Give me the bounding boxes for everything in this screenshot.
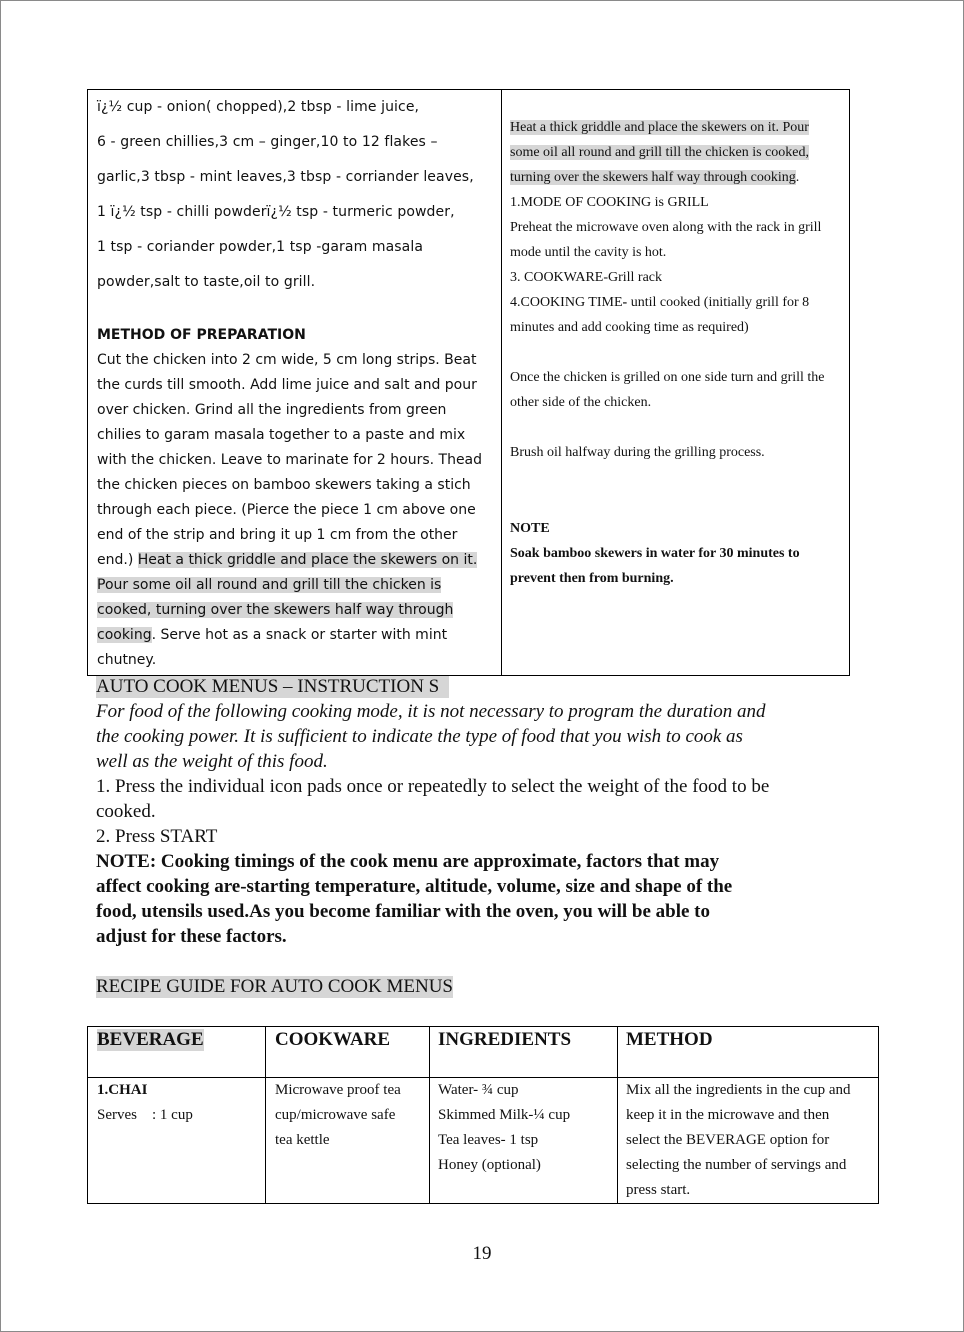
method-line: end of the strip and bring it up 1 cm from the other xyxy=(97,527,458,543)
text: AUTO COOK MENUS – INSTRUCTION S xyxy=(96,676,440,697)
note-text: Soak bamboo skewers in water for 30 minutes to xyxy=(510,546,800,561)
auto-cook-intro: well as the weight of this food. xyxy=(96,751,328,772)
grill-instruction: Once the chicken is grilled on one side turn and grill the xyxy=(510,370,825,385)
cookware-line: 3. COOKWARE-Grill rack xyxy=(510,270,663,285)
header-method: METHOD xyxy=(626,1029,713,1050)
method-line: through each piece. (Pierce the piece 1 cm above one xyxy=(97,502,476,518)
method-line: the curds till smooth. Add lime juice and salt and pour xyxy=(97,377,477,393)
ingredients-cell xyxy=(438,1078,570,1178)
highlighted-text: Heat a thick griddle and place the skewers on it. xyxy=(137,552,478,568)
ingredient-line: 1 ï¿½ tsp - chilli powderï¿½ tsp - turmeric powder, xyxy=(97,204,455,220)
serves: Serves : 1 cup xyxy=(97,1107,193,1123)
method-line: with the chicken. Leave to marinate for 2 hours. Thead xyxy=(97,452,483,468)
highlighted-text: cooked, turning over the skewers half way through xyxy=(97,602,454,618)
highlighted-text: Pour some oil all round and grill till the chicken is xyxy=(97,577,442,593)
auto-cook-note: adjust for these factors. xyxy=(96,926,287,947)
ingredient-line: Skimmed Milk-¼ cup xyxy=(438,1107,571,1123)
dish-name: 1.CHAI xyxy=(97,1082,148,1098)
auto-cook-note: NOTE: Cooking timings of the cook menu are approximate, factors that may xyxy=(96,851,720,872)
ingredient-line: 6 - green chillies,3 cm – ginger,10 to 12 flakes – xyxy=(97,134,438,150)
method-line: press start. xyxy=(626,1182,691,1198)
highlighted-text: Heat a thick griddle and place the skewers on it. Pour xyxy=(510,120,809,135)
cooking-mode: 1.MODE OF COOKING is GRILL xyxy=(510,195,709,210)
cookware-cell xyxy=(275,1078,401,1153)
text: - xyxy=(622,295,628,310)
auto-cook-step: 2. Press START xyxy=(96,826,218,847)
column-divider xyxy=(501,90,502,675)
text: 4.COOKING TIME xyxy=(510,295,623,310)
auto-cook-note: food, utensils used.As you become familiar with the oven, you will be able to xyxy=(96,901,711,922)
preheat-line: Preheat the microwave oven along with the rack in grill xyxy=(510,220,822,235)
ingredient-line: Honey (optional) xyxy=(438,1157,541,1173)
method-heading: METHOD OF PREPARATION xyxy=(97,327,306,343)
text: until cooked (initially grill for 8 xyxy=(627,295,810,310)
method-line xyxy=(97,552,477,568)
table-divider xyxy=(617,1027,618,1203)
highlighted-text: cooking xyxy=(97,627,152,643)
header-ingredients: INGREDIENTS xyxy=(438,1029,572,1050)
cookware-line: tea kettle xyxy=(275,1132,330,1148)
recipe-detail-table xyxy=(87,89,850,676)
table-divider xyxy=(429,1027,430,1203)
header-cookware: COOKWARE xyxy=(275,1029,391,1050)
auto-cook-step: cooked. xyxy=(96,801,156,822)
method-text: end.) xyxy=(97,552,138,568)
recipe-guide-title: RECIPE GUIDE FOR AUTO COOK MENUS xyxy=(96,976,453,997)
auto-cook-intro: For food of the following cooking mode, it is not necessary to program the duration and xyxy=(96,701,766,722)
method-line xyxy=(97,627,447,643)
method-line xyxy=(97,602,453,618)
method-line: chutney. xyxy=(97,652,157,668)
text: . xyxy=(795,170,800,185)
note-text: prevent then from burning. xyxy=(510,571,674,586)
auto-cook-note: affect cooking are-starting temperature, altitude, volume, size and shape of the xyxy=(96,876,733,897)
note-title: NOTE xyxy=(510,521,550,536)
auto-cook-title xyxy=(96,676,449,698)
highlighted-text: some oil all round and grill till the chicken is cooked, xyxy=(510,145,809,160)
auto-cook-step: 1. Press the individual icon pads once or repeatedly to select the weight of the food to be xyxy=(96,776,770,797)
grill-instruction: other side of the chicken. xyxy=(510,395,652,410)
ingredient-line: Water- ¾ cup xyxy=(438,1082,519,1098)
ingredient-line: garlic,3 tbsp - mint leaves,3 tbsp - corriander leaves, xyxy=(97,169,474,185)
ingredient-line: powder,salt to taste,oil to grill. xyxy=(97,274,316,290)
method-line: Mix all the ingredients in the cup and xyxy=(626,1082,851,1098)
ingredient-line: Tea leaves- 1 tsp xyxy=(438,1132,539,1148)
brush-instruction: Brush oil halfway during the grilling process. xyxy=(510,445,765,460)
ingredient-line: ï¿½ cup - onion( chopped),2 tbsp - lime juice, xyxy=(97,99,420,115)
table-divider xyxy=(265,1027,266,1203)
method-line: over chicken. Grind all the ingredients from green xyxy=(97,402,447,418)
method-text: . Serve hot as a snack or starter with mint xyxy=(151,627,448,643)
highlighted-text: turning over the skewers half way through cooking xyxy=(510,170,796,185)
cookware-line: cup/microwave safe xyxy=(275,1107,396,1123)
method-line: keep it in the microwave and then xyxy=(626,1107,830,1123)
page-number: 19 xyxy=(472,1243,492,1264)
cookware-line: Microwave proof tea xyxy=(275,1082,401,1098)
method-line: chilies to garam masala together to a paste and mix xyxy=(97,427,466,443)
method-line: Cut the chicken into 2 cm wide, 5 cm long strips. Beat xyxy=(97,352,477,368)
preheat-line: mode until the cavity is hot. xyxy=(510,245,667,260)
method-line: selecting the number of servings and xyxy=(626,1157,847,1173)
method-cell xyxy=(626,1078,851,1203)
method-line: select the BEVERAGE option for xyxy=(626,1132,830,1148)
cooking-time-line: minutes and add cooking time as required) xyxy=(510,320,749,335)
ingredient-line: 1 tsp - coriander powder,1 tsp -garam masala xyxy=(97,239,424,255)
recipe-guide-table xyxy=(87,1026,879,1204)
beverage-cell xyxy=(97,1078,193,1128)
method-line xyxy=(97,577,441,593)
header-beverage: BEVERAGE xyxy=(97,1029,204,1050)
auto-cook-intro: the cooking power. It is sufficient to indicate the type of food that you wish to cook as xyxy=(96,726,743,747)
cooking-time-line xyxy=(510,295,809,311)
method-line: the chicken pieces on bamboo skewers taking a stich xyxy=(97,477,471,493)
